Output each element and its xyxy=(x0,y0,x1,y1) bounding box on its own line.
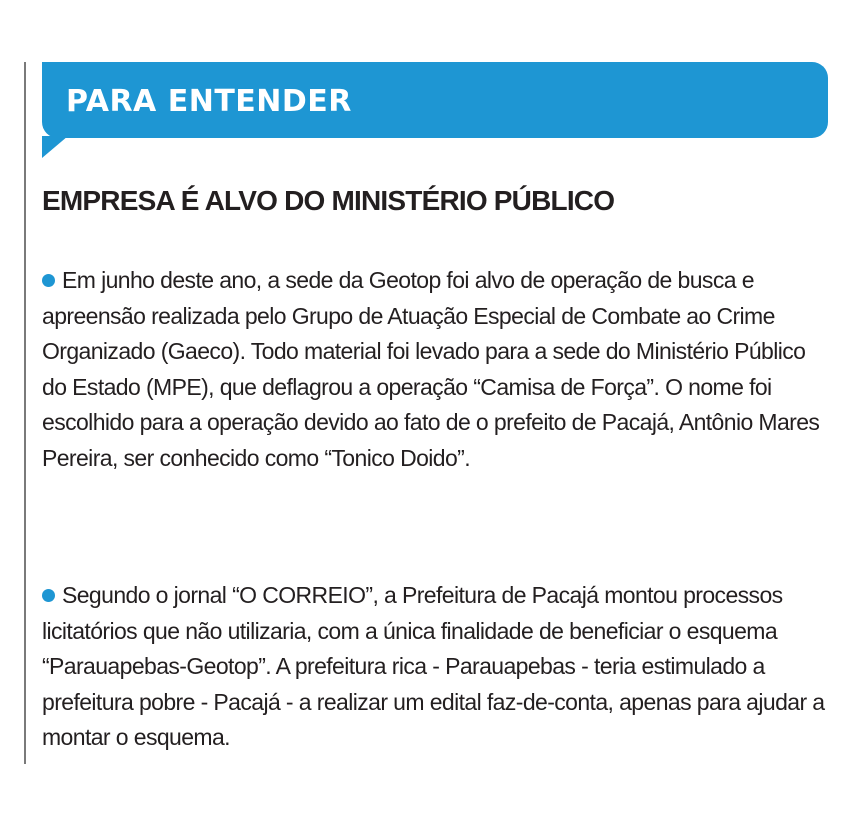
paragraph-2-text: Segundo o jornal “O CORREIO”, a Prefeitura de Pacajá montou processos licitatórios que não utilizaria, com a única finalidade de beneficiar o esquema “Parauapebas-Geotop”. A prefeitura rica - Parauapebas - teria estimulado a prefeitura pobre - Pacajá - a realizar um edital faz-de-conta, apenas para ajudar a montar o esquema. xyxy=(42,582,825,750)
paragraph-1-text: Em junho deste ano, a sede da Geotop foi alvo de operação de busca e apreensão realizada pelo Grupo de Atuação Especial de Combate ao Crime Organizado (Gaeco). Todo material foi levado para a sede do Ministério Público do Estado (MPE), que deflagrou a operação “Camisa de Força”. O nome foi escolhido para a operação devido ao fato de o prefeito de Pacajá, Antônio Mares Pereira, ser conhecido como “Tonico Doido”. xyxy=(42,267,820,471)
bullet-paragraph-2 xyxy=(42,578,832,756)
bullet-paragraph-1 xyxy=(42,263,832,476)
left-rule xyxy=(24,62,26,764)
section-title: PARA ENTENDER xyxy=(66,84,352,119)
bullet-dot-icon xyxy=(42,589,55,602)
bullet-dot-icon xyxy=(42,274,55,287)
headline: EMPRESA É ALVO DO MINISTÉRIO PÚBLICO xyxy=(42,185,615,216)
banner-tail xyxy=(42,136,68,158)
